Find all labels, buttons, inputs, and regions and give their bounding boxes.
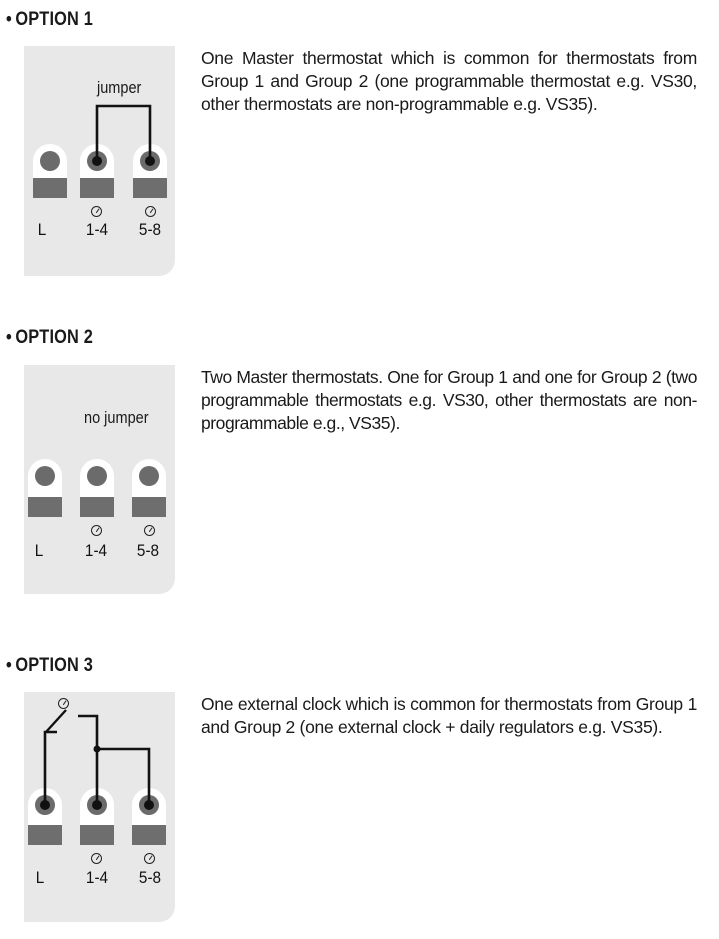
terminal-1-4 [80,459,114,499]
no-jumper-label: no jumper [84,409,149,427]
jumper-wire [24,46,175,276]
option-3-heading [6,655,93,677]
clock-icon [144,525,155,536]
terminal-l [28,459,62,499]
terminal-label-1-4: 1-4 [85,868,109,887]
clock-icon [144,853,155,864]
option-1-diagram [24,46,175,276]
jumper-label: jumper [97,79,142,97]
option-2-diagram [24,365,175,594]
terminal-label-5-8: 5-8 [138,868,162,887]
option-2-description: Two Master thermostats. One for Group 1 and one for Group 2 (two programmable thermostats e.g. VS30, other thermostats are non-programmable e.g., VS35). [201,367,697,433]
terminal-label-1-4: 1-4 [84,541,108,560]
bullet: • [6,9,12,30]
terminal-5-8 [132,459,166,499]
option-1-description: One Master thermostat which is common for thermostats from Group 1 and Group 2 (one programmable thermostat e.g. VS30, other thermostats are non-programmable e.g. VS35). [201,48,697,114]
option-3-title: OPTION 3 [15,655,93,676]
terminal-label-l: L [34,541,44,560]
terminal-label-l: L [37,220,47,239]
terminal-1-4-block [80,497,114,517]
option-3-diagram [24,692,175,922]
external-clock-icon [58,698,69,709]
terminal-label-l: L [35,868,45,887]
option-2-heading [6,327,93,349]
bullet: • [6,327,12,348]
terminal-label-5-8: 5-8 [138,220,162,239]
terminal-5-8-block [132,497,166,517]
terminal-l-block [28,497,62,517]
clock-icon [91,853,102,864]
option-2-title: OPTION 2 [15,327,93,348]
option-3-description: One external clock which is common for thermostats from Group 1 and Group 2 (one external clock + daily regulators e.g. VS35). [201,694,697,737]
clock-icon [91,525,102,536]
terminal-label-5-8: 5-8 [136,541,160,560]
bullet: • [6,655,12,676]
clock-icon [145,206,156,217]
clock-icon [91,206,102,217]
terminal-label-1-4: 1-4 [85,220,109,239]
option-1-heading [6,9,93,31]
option-1-title: OPTION 1 [15,9,93,30]
